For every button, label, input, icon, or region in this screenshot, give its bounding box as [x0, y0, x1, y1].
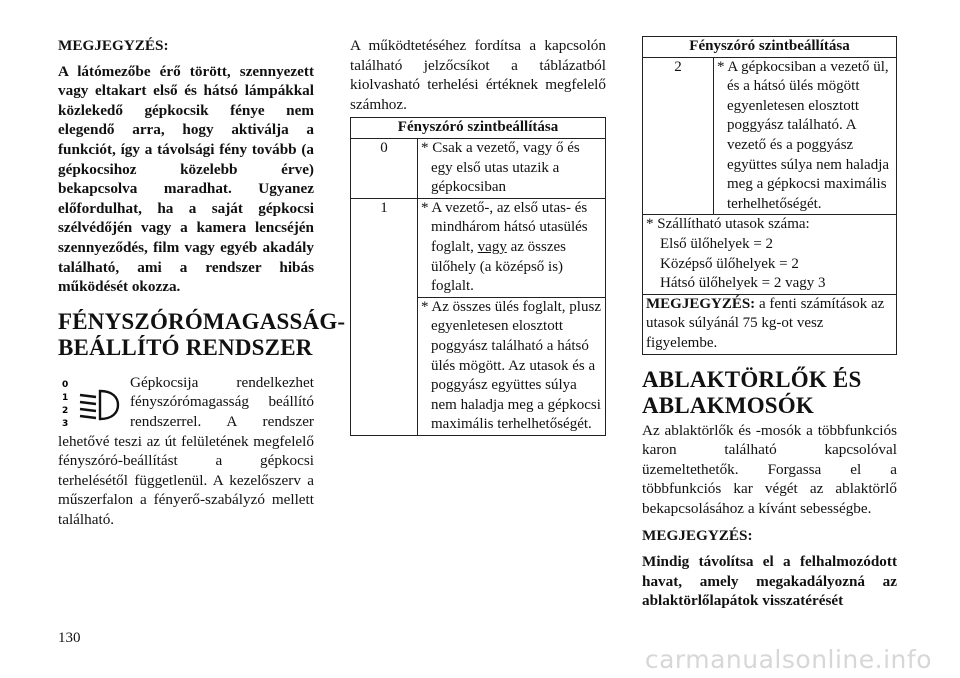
watermark: carmanualsonline.info [644, 645, 932, 674]
leveling-table-1 [350, 117, 606, 436]
icon-level-1: 1 [62, 392, 69, 403]
table-cell-description: * Csak a vezető, vagy ő és egy első utas utazik a gépkocsiban [418, 138, 606, 198]
wipers-body: Az ablaktörlők és -mosók a többfunkciós karon található kapcsolóval üzemeltethetők. Forgassa el a többfunkciós kar végét az ablaktörlő bekapcsolásához a kívánt sebességbe. [642, 421, 897, 517]
note2-heading: MEGJEGYZÉS: [642, 527, 753, 545]
table-row [351, 198, 606, 297]
table-row [643, 57, 897, 215]
table-cell-description: * A gépkocsiban a vezető ül, és a hátsó ülés mögött egyenletesen elosztott poggyász található. A vezető és a poggyász együttes súlya nem haladja meg a gépkocsi maximális terhelhetőségét. [714, 57, 897, 215]
table-note-cell: MEGJEGYZÉS: a fenti számítások az utasok súlyánál 75 kg-ot vesz figyelembe. [643, 294, 897, 354]
note-heading: MEGJEGYZÉS: [58, 37, 169, 54]
table-cell-level: 0 [351, 138, 418, 198]
leveling-table-2 [642, 36, 897, 355]
note-body: A látómezőbe érő törött, szennyezett vagy eltakart első és hátsó lámpákkal közlekedő gépkocsik fénye nem elegendő arra, hogy aktiválja a funkciót, így a távolsági fény tovább (a gépkocsihoz közelebb érve) bekapcsolva maradhat. Ugyanez előfordulhat, ha a saját gépkocsi szélvédőjén vagy a kamera lencséjén szennyeződés, film vagy egyéb akadály található, ami a rendszer hibás működését okozza. [58, 62, 314, 296]
icon-level-2: 2 [62, 405, 69, 416]
table-row [643, 215, 897, 294]
seat-rear: Hátsó ülőhelyek = 2 vagy 3 [660, 275, 826, 292]
headlamp-leveling-icon [60, 377, 124, 429]
note2-body: Mindig távolítsa el a felhalmozódott havat, amely megakadályozná az ablaktörlőlapátok visszatérését [642, 553, 897, 610]
page-number: 130 [58, 630, 81, 646]
headlamp-leveling-body: Gépkocsija rendelkezhet fényszórómagasság beállító rendszerrel. A rendszer lehetővé teszi az út felületének megfelelő fényszóró-beállítást a gépkocsi terhelésétől függetlenül. A kezelőszerv a műszerfalon a fényerő-szabályzó mellett található. [58, 373, 314, 528]
section-title-wipers: ABLAKTÖRLŐK ÉS ABLAKMOSÓK [642, 366, 862, 418]
passenger-count-label: * Szállítható utasok száma: [646, 216, 810, 233]
icon-level-0: 0 [62, 379, 69, 390]
headlamp-leveling-paragraph [58, 373, 314, 530]
passenger-count-cell [643, 215, 897, 294]
column-right [642, 36, 897, 611]
table-row [643, 294, 897, 354]
table-header: Fényszóró szintbeállítása [643, 37, 897, 58]
section-title-headlamp-leveling: FÉNYSZÓRÓMAGASSÁG- BEÁLLÍTÓ RENDSZER [58, 308, 346, 360]
intro-text: A működtetéséhez fordítsa a kapcsolón található jelzőcsíkot a táblázatból kiolvasható terhelési értéknek megfelelő számhoz. [350, 37, 606, 113]
icon-level-3: 3 [62, 418, 69, 429]
seat-middle: Középső ülőhelyek = 2 [660, 255, 799, 272]
table-header: Fényszóró szintbeállítása [351, 118, 606, 139]
table-cell-description: * Az összes ülés foglalt, plusz egyenletesen elosztott poggyász található a hátsó ülés mögött. Az utasok és a poggyász együttes súlya nem haladja meg a gépkocsi maximális terhelhetőségét. [418, 297, 606, 435]
column-middle [350, 36, 606, 436]
table-cell-level: 2 [643, 57, 714, 215]
table-row [351, 138, 606, 198]
seat-front: Első ülőhelyek = 2 [660, 235, 774, 252]
table-cell-level: 1 [351, 198, 418, 435]
column-left [58, 36, 346, 529]
table-cell-description: * A vezető-, az első utas- és mindhárom hátsó utasülés foglalt, vagy az összes ülőhely (a középső is) foglalt. [418, 198, 606, 297]
